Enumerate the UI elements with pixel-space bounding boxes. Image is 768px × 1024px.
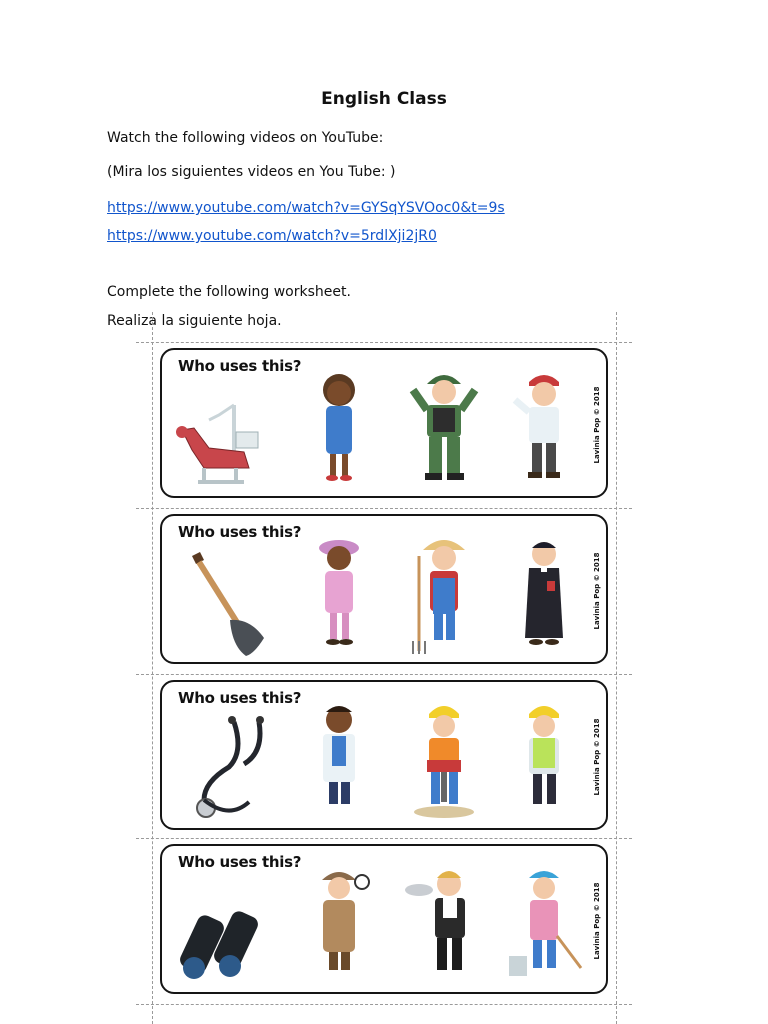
cleaner-icon	[497, 856, 592, 986]
credit-label: Lavinia Pop © 2018	[593, 552, 601, 630]
card-heading: Who uses this?	[178, 523, 302, 541]
stethoscope-icon	[174, 692, 269, 822]
cut-line-left	[152, 312, 153, 1024]
doctor-icon	[292, 692, 387, 822]
worksheet-card-3	[160, 680, 608, 830]
credit-label: Lavinia Pop © 2018	[593, 882, 601, 960]
intro-spanish: (Mira los siguientes videos en You Tube: )	[107, 164, 396, 180]
binoculars-icon	[174, 856, 269, 986]
worksheet-card-2	[160, 514, 608, 664]
worksheet-card-4	[160, 844, 608, 994]
cut-line	[136, 508, 632, 509]
construction-worker-icon	[397, 692, 492, 822]
intro-english: Watch the following videos on YouTube:	[107, 130, 384, 146]
cut-line	[136, 674, 632, 675]
document-title: English Class	[321, 89, 447, 109]
dentist-chair-icon	[174, 360, 269, 490]
credit-label: Lavinia Pop © 2018	[593, 386, 601, 464]
dentist-icon	[497, 360, 592, 490]
detective-icon	[292, 856, 387, 986]
youtube-link-2[interactable]: https://www.youtube.com/watch?v=5rdlXji2jR0	[107, 228, 437, 244]
worksheet-card-1	[160, 348, 608, 498]
task-english: Complete the following worksheet.	[107, 284, 351, 300]
road-worker-icon	[497, 692, 592, 822]
card-heading: Who uses this?	[178, 357, 302, 375]
gardener-icon	[292, 526, 387, 656]
soldier-icon	[397, 360, 492, 490]
shovel-icon	[174, 526, 269, 656]
cut-line-right	[616, 312, 617, 1024]
card-heading: Who uses this?	[178, 853, 302, 871]
priest-icon	[497, 526, 592, 656]
farmer-icon	[397, 526, 492, 656]
waiter-icon	[397, 856, 492, 986]
credit-label: Lavinia Pop © 2018	[593, 718, 601, 796]
cut-line	[136, 342, 632, 343]
youtube-link-1[interactable]: https://www.youtube.com/watch?v=GYSqYSVOoc0&t=9s	[107, 200, 505, 216]
cut-line	[136, 1004, 632, 1005]
cut-line	[136, 838, 632, 839]
task-spanish: Realiza la siguiente hoja.	[107, 313, 282, 329]
girl-blue-dress-icon	[292, 360, 387, 490]
card-heading: Who uses this?	[178, 689, 302, 707]
